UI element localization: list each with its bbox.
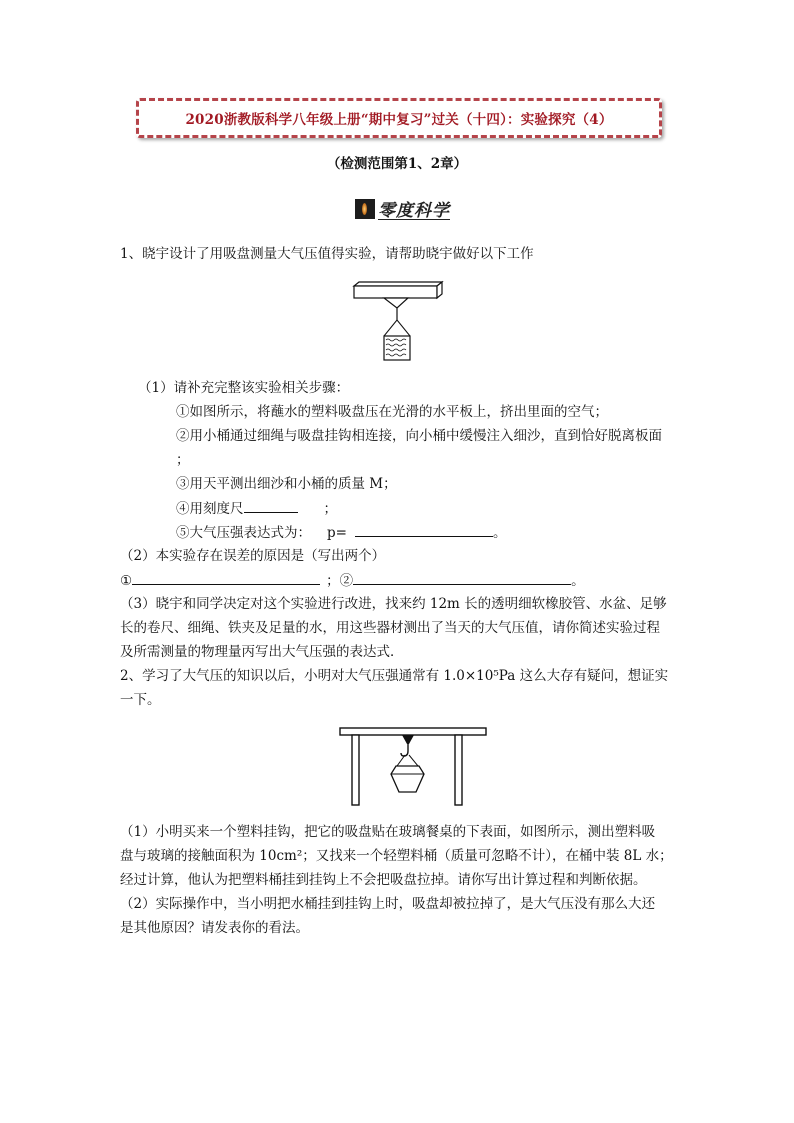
table-leg-left xyxy=(352,735,359,805)
bucket-handle xyxy=(384,320,410,336)
candle-logo-icon xyxy=(355,199,375,219)
q1-step5-prefix: ⑤大气压强表达式为： xyxy=(176,525,311,541)
bucket-handle xyxy=(397,755,418,766)
suction-cup-diagram xyxy=(348,280,448,364)
q1-intro: 1、晓宇设计了用吸盘测量大气压值得实验，请帮助晓宇做好以下工作 xyxy=(120,246,534,262)
q1-part2-mark1: ① xyxy=(120,573,133,589)
q1-part2-answers xyxy=(120,570,585,591)
q2-intro-line2: 一下。 xyxy=(120,692,161,708)
q1-step4 xyxy=(176,498,337,519)
suction-cup xyxy=(384,298,408,308)
q1-step3: ③用天平测出细沙和小桶的质量 M； xyxy=(176,476,397,492)
q2-part2-line2: 是其他原因？请发表你的看法。 xyxy=(120,920,309,936)
glass-table-top xyxy=(340,728,486,735)
q1-step4-prefix: ④用刻度尺 xyxy=(176,501,244,517)
document-title: 2020浙教版科学八年级上册“期中复习”过关（十四）：实验探究（4） xyxy=(185,112,613,128)
brand-logo xyxy=(355,196,450,221)
q1-step4-blank[interactable] xyxy=(244,498,298,513)
q2-part2-line1: （2）实际操作中，当小明把水桶挂到挂钩上时，吸盘却被拉掉了，是大气压没有那么大还 xyxy=(120,896,656,912)
table-hook-diagram xyxy=(338,724,488,808)
q1-part3-line3: 及所需测量的物理量丙写出大气压强的表达式． xyxy=(120,644,404,660)
q1-step1: ①如图所示，将蘸水的塑料吸盘压在光滑的水平板上，挤出里面的空气； xyxy=(176,404,608,420)
q1-part2-blank1[interactable] xyxy=(132,570,320,585)
q1-part3-line2: 长的卷尺、细绳、铁夹及足量的水，用这些器材测出了当天的大气压值，请你简述实验过程 xyxy=(120,620,660,636)
table-leg-right xyxy=(455,735,462,805)
q1-part2-end: 。 xyxy=(571,573,585,589)
plastic-hook xyxy=(402,735,414,744)
q2-part1-line1: （1）小明买来一个塑料挂钩，把它的吸盘贴在玻璃餐桌的下表面，如图所示，测出塑料吸 xyxy=(120,824,656,840)
q1-step2-line2: ； xyxy=(176,452,190,468)
q1-part2-sep: ；② xyxy=(326,573,354,589)
q2-intro-line1: 2、学习了大气压的知识以后，小明对大气压强通常有 1.0×10⁵Pa 这么大存有疑问，想证实 xyxy=(120,668,669,684)
q1-step5 xyxy=(176,522,506,543)
q1-part1-title: （1）请补充完整该实验相关步骤： xyxy=(138,380,350,396)
logo-text: 零度科学 xyxy=(378,201,450,221)
q2-part1-line3: 经过计算，他认为把塑料桶挂到挂钩上不会把吸盘拉掉。请你写出计算过程和判断依据。 xyxy=(120,872,647,888)
scope-note: （检测范围第1、2章） xyxy=(326,156,468,172)
q1-part3-line1: （3）晓宇和同学决定对这个实验进行改进，找来约 12m 长的透明细软橡胶管、水盆、足够 xyxy=(120,596,667,612)
q1-step2-line1: ②用小桶通过细绳与吸盘挂钩相连接，向小桶中缓慢注入细沙，直到恰好脱离板面 xyxy=(176,428,662,444)
horizontal-board xyxy=(354,282,442,298)
q1-part2-blank2[interactable] xyxy=(353,570,571,585)
q1-step5-suffix: 。 xyxy=(492,525,507,541)
water-bucket xyxy=(391,766,424,792)
hook-curve xyxy=(401,744,408,756)
q1-step5-blank[interactable] xyxy=(355,522,493,537)
q1-step4-suffix: ； xyxy=(323,501,337,517)
q1-part2-title: （2）本实验存在误差的原因是（写出两个） xyxy=(120,548,386,564)
q1-step5-var: p= xyxy=(327,525,347,541)
q2-part1-line2: 盘与玻璃的接触面积为 10cm²；又找来一个轻塑料桶（质量可忽略不计），在桶中装 8L 水； xyxy=(120,848,673,864)
document-title-box xyxy=(136,98,662,138)
